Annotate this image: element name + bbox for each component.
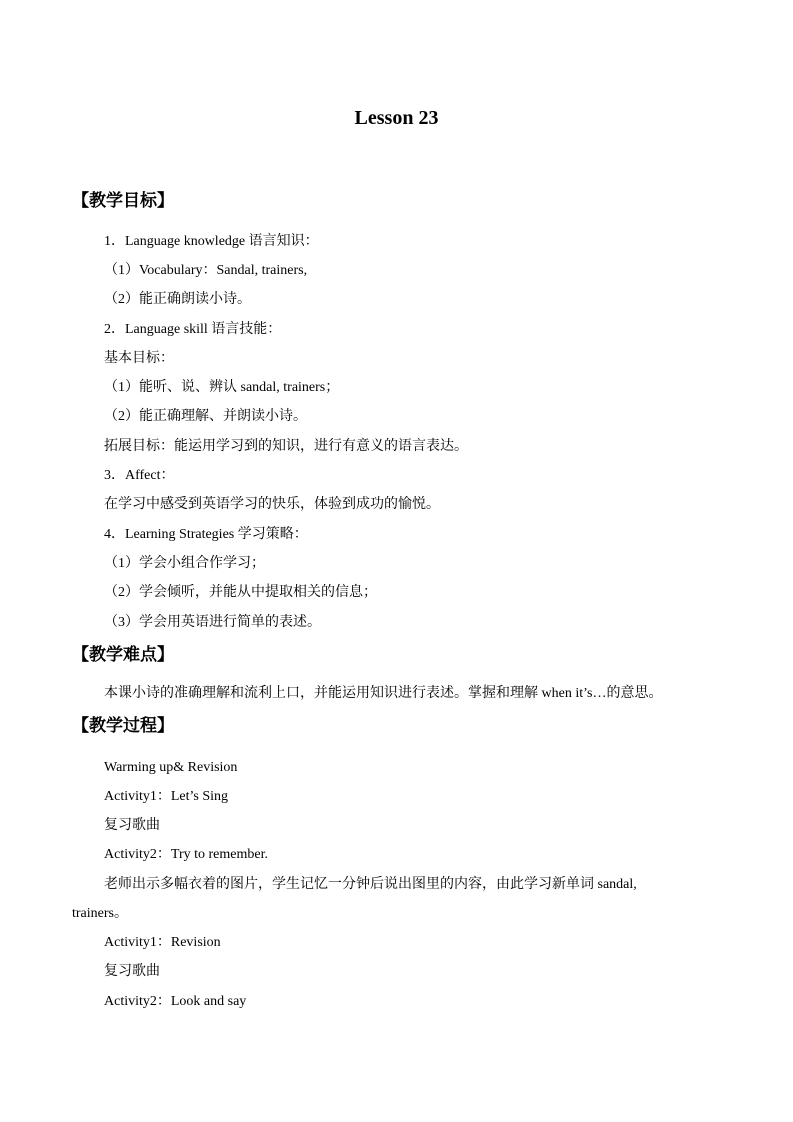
process-line: Activity2：Try to remember.: [104, 847, 268, 862]
process-line: 复习歌曲: [104, 818, 160, 833]
lesson-title: Lesson 23: [354, 107, 439, 129]
section-heading-objectives: 【教学目标】: [72, 191, 174, 211]
objective-line: （1）能听、说、辨认 sandal, trainers；: [104, 380, 340, 395]
objective-line: （3）学会用英语进行简单的表述。: [104, 615, 321, 630]
objective-line: （2）学会倾听，并能从中提取相关的信息；: [104, 585, 377, 600]
objective-line: 4．Learning Strategies 学习策略：: [104, 527, 308, 542]
process-line: Activity1：Let’s Sing: [104, 789, 229, 804]
process-line: 复习歌曲: [104, 964, 160, 979]
objective-line: （1）Vocabulary：Sandal, trainers,: [104, 263, 308, 278]
objective-line: 1．Language knowledge 语言知识：: [104, 234, 319, 249]
process-line: Activity1：Revision: [104, 935, 221, 950]
objective-line: （1）学会小组合作学习；: [104, 556, 265, 571]
objective-line: 3．Affect：: [104, 468, 175, 483]
process-line: Warming up& Revision: [104, 760, 238, 775]
section-heading-process: 【教学过程】: [72, 716, 174, 736]
process-line: 老师出示多幅衣着的图片，学生记忆一分钟后说出图里的内容，由此学习新单词 sandal,: [104, 877, 637, 892]
objective-line: 在学习中感受到英语学习的快乐，体验到成功的愉悦。: [104, 497, 440, 512]
process-line: Activity2：Look and say: [104, 994, 247, 1009]
objective-line: 拓展目标：能运用学习到的知识，进行有意义的语言表达。: [104, 439, 468, 454]
difficulty-text: 本课小诗的准确理解和流利上口，并能运用知识进行表述。掌握和理解 when it’s…的意思。: [104, 686, 663, 701]
process-line: trainers。: [72, 906, 128, 921]
objective-line: （2）能正确理解、并朗读小诗。: [104, 409, 307, 424]
objective-line: 基本目标：: [104, 351, 174, 366]
section-heading-difficulties: 【教学难点】: [72, 645, 174, 665]
objective-line: （2）能正确朗读小诗。: [104, 292, 251, 307]
objective-line: 2．Language skill 语言技能：: [104, 322, 282, 337]
